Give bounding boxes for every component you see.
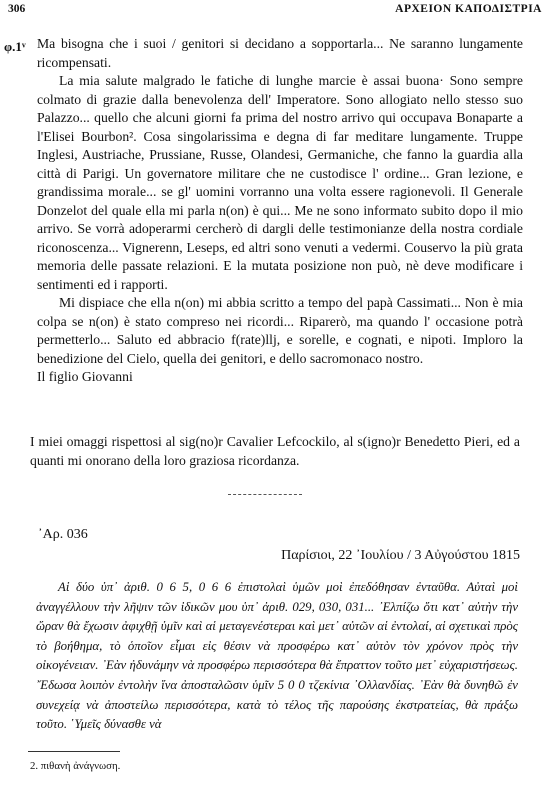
greek-paragraph bbox=[36, 578, 518, 735]
section-separator bbox=[228, 494, 302, 495]
document-number: ᾽Αρ. 036 bbox=[38, 527, 88, 542]
footnote-rule bbox=[28, 751, 120, 752]
greek-text: Αἱ δύο ὑπ᾽ ἀριθ. 0 6 5, 0 6 6 ἐπιστολαὶ ὑμῶν μοὶ ἐπεδόθησαν ἐνταῦθα. Αὐταὶ μοὶ ἀναγγέλλουν τὴν λῆψιν τῶν ἰδικῶν μου ὑπ᾽ ἀριθ. 029, 030, 031... ᾽Ελπίζω ὅτι κατ᾽ αὐτὴν τὴν ὥραν θὰ ἔχωσιν ἀφιχθῇ ὑμῖν καὶ αἱ μεταγενέστεραι καὶ μετ᾽ αὐτῶν αἱ ἐντολαί, αἱ σχετικαὶ πρὸς τὸ βοήθημα, τὸ ὁποῖον εἶμαι εἰς θέσιν νὰ προσφέρω κατ᾽ αὐτὸν τὸν χρόνον πρὸς τὴν οἰκογένειαν. ᾽Εὰν ἠδυνάμην νὰ προσφέρω περισσότερα θὰ ἔπραττον τοῦτο μετ᾽ εὐχαριστήσεως. ῎Εδωσα λοιπὸν ἐντολὴν ἵνα ἀποσταλῶσιν ὑμῖν 5 0 0 τζεκίνια ᾽Ολλανδίας. ᾽Εὰν θὰ δυνηθῶ ἐν συνεχείᾳ νὰ ἀποστείλω περισσότερα, κατὰ τὸ τέλος τῆς παρούσης ἐκστρατείας, θὰ πράξω τοῦτο. ῾Υμεῖς δύνασθε νὰ bbox=[36, 580, 518, 732]
italian-paragraph-2: La mia salute malgrado le fatiche di lunghe marcie è assai buona· Sono sempre colmato di grazie dalla benevolenza dell' Imperatore. Sono allogiato nello stesso suo Palazzo... quello che alcuni giorni fa prima del nostro arrivo qui occupava Bonaparte a l'Elisei Bourbon². Cosa singolarissima e degna di far meditare lungamente. Truppe Inglesi, Austriache, Prussiane, Russe, Olandesi, Germaniche, che fanno la guardia alla città di Parigi. Un governatore militare che ne custodisce l' ordine... Gran lezione, e grandissima morale... se gl' uomini vorranno una volta essere ragionevoli. Il Generale Donzelot del quale ella mi parla n(on) è qui... Me ne sono informato subito dopo il mio arrivo. Se vorrà adoperarmi cercherò di dargli delle testimonianze della nostra cordiale riconoscenza... Vignerenn, Leseps, ed altri sono venuti a vedermi. Couservo la più grata memoria delle passate relazioni. E la mutata posizione non può, nè deve modificare i sentimenti ed i rapporti. bbox=[37, 73, 523, 292]
postscript: I miei omaggi rispettosi al sig(no)r Cavalier Lefcockilo, al s(igno)r Benedetto Pieri, ed a quanti mi onorano della loro graziosa ricordanza. bbox=[30, 434, 520, 468]
running-title: ΑΡΧΕΙΟΝ ΚΑΠΟΔΙΣΤΡΙΑ bbox=[395, 3, 542, 15]
footnote: 2. πιθανὴ ἀνάγνωση. bbox=[30, 760, 121, 772]
page-number: 306 bbox=[8, 3, 26, 15]
italian-paragraph-3: Mi dispiace che ella n(on) mi abbia scritto a tempo del papà Cassimati... Non è mia colpa se n(on) è stato compreso nei ricordi... Riparerò, ma quando l' occasione potrà permetterlo... Saluto ed abbracio f(rate)llj, e sorelle, e cognati, e nipoti. Imploro la benedizione del Cielo, quella dei genitori, e dello sacromonaco nostro. bbox=[37, 295, 523, 366]
folio-margin-note: φ.1ᵛ bbox=[4, 39, 26, 54]
italian-paragraph-1: Ma bisogna che i suoi / genitori si decidano a sopportarla... Ne saranno lungamente ricompensati. bbox=[37, 36, 523, 70]
italian-letter bbox=[37, 35, 523, 387]
letter-signature: Il figlio Giovanni bbox=[37, 369, 133, 384]
page-header bbox=[8, 3, 542, 21]
place-date: Παρίσιοι, 22 ᾽Ιουλίου / 3 Αὐγούστου 1815 bbox=[281, 548, 520, 563]
